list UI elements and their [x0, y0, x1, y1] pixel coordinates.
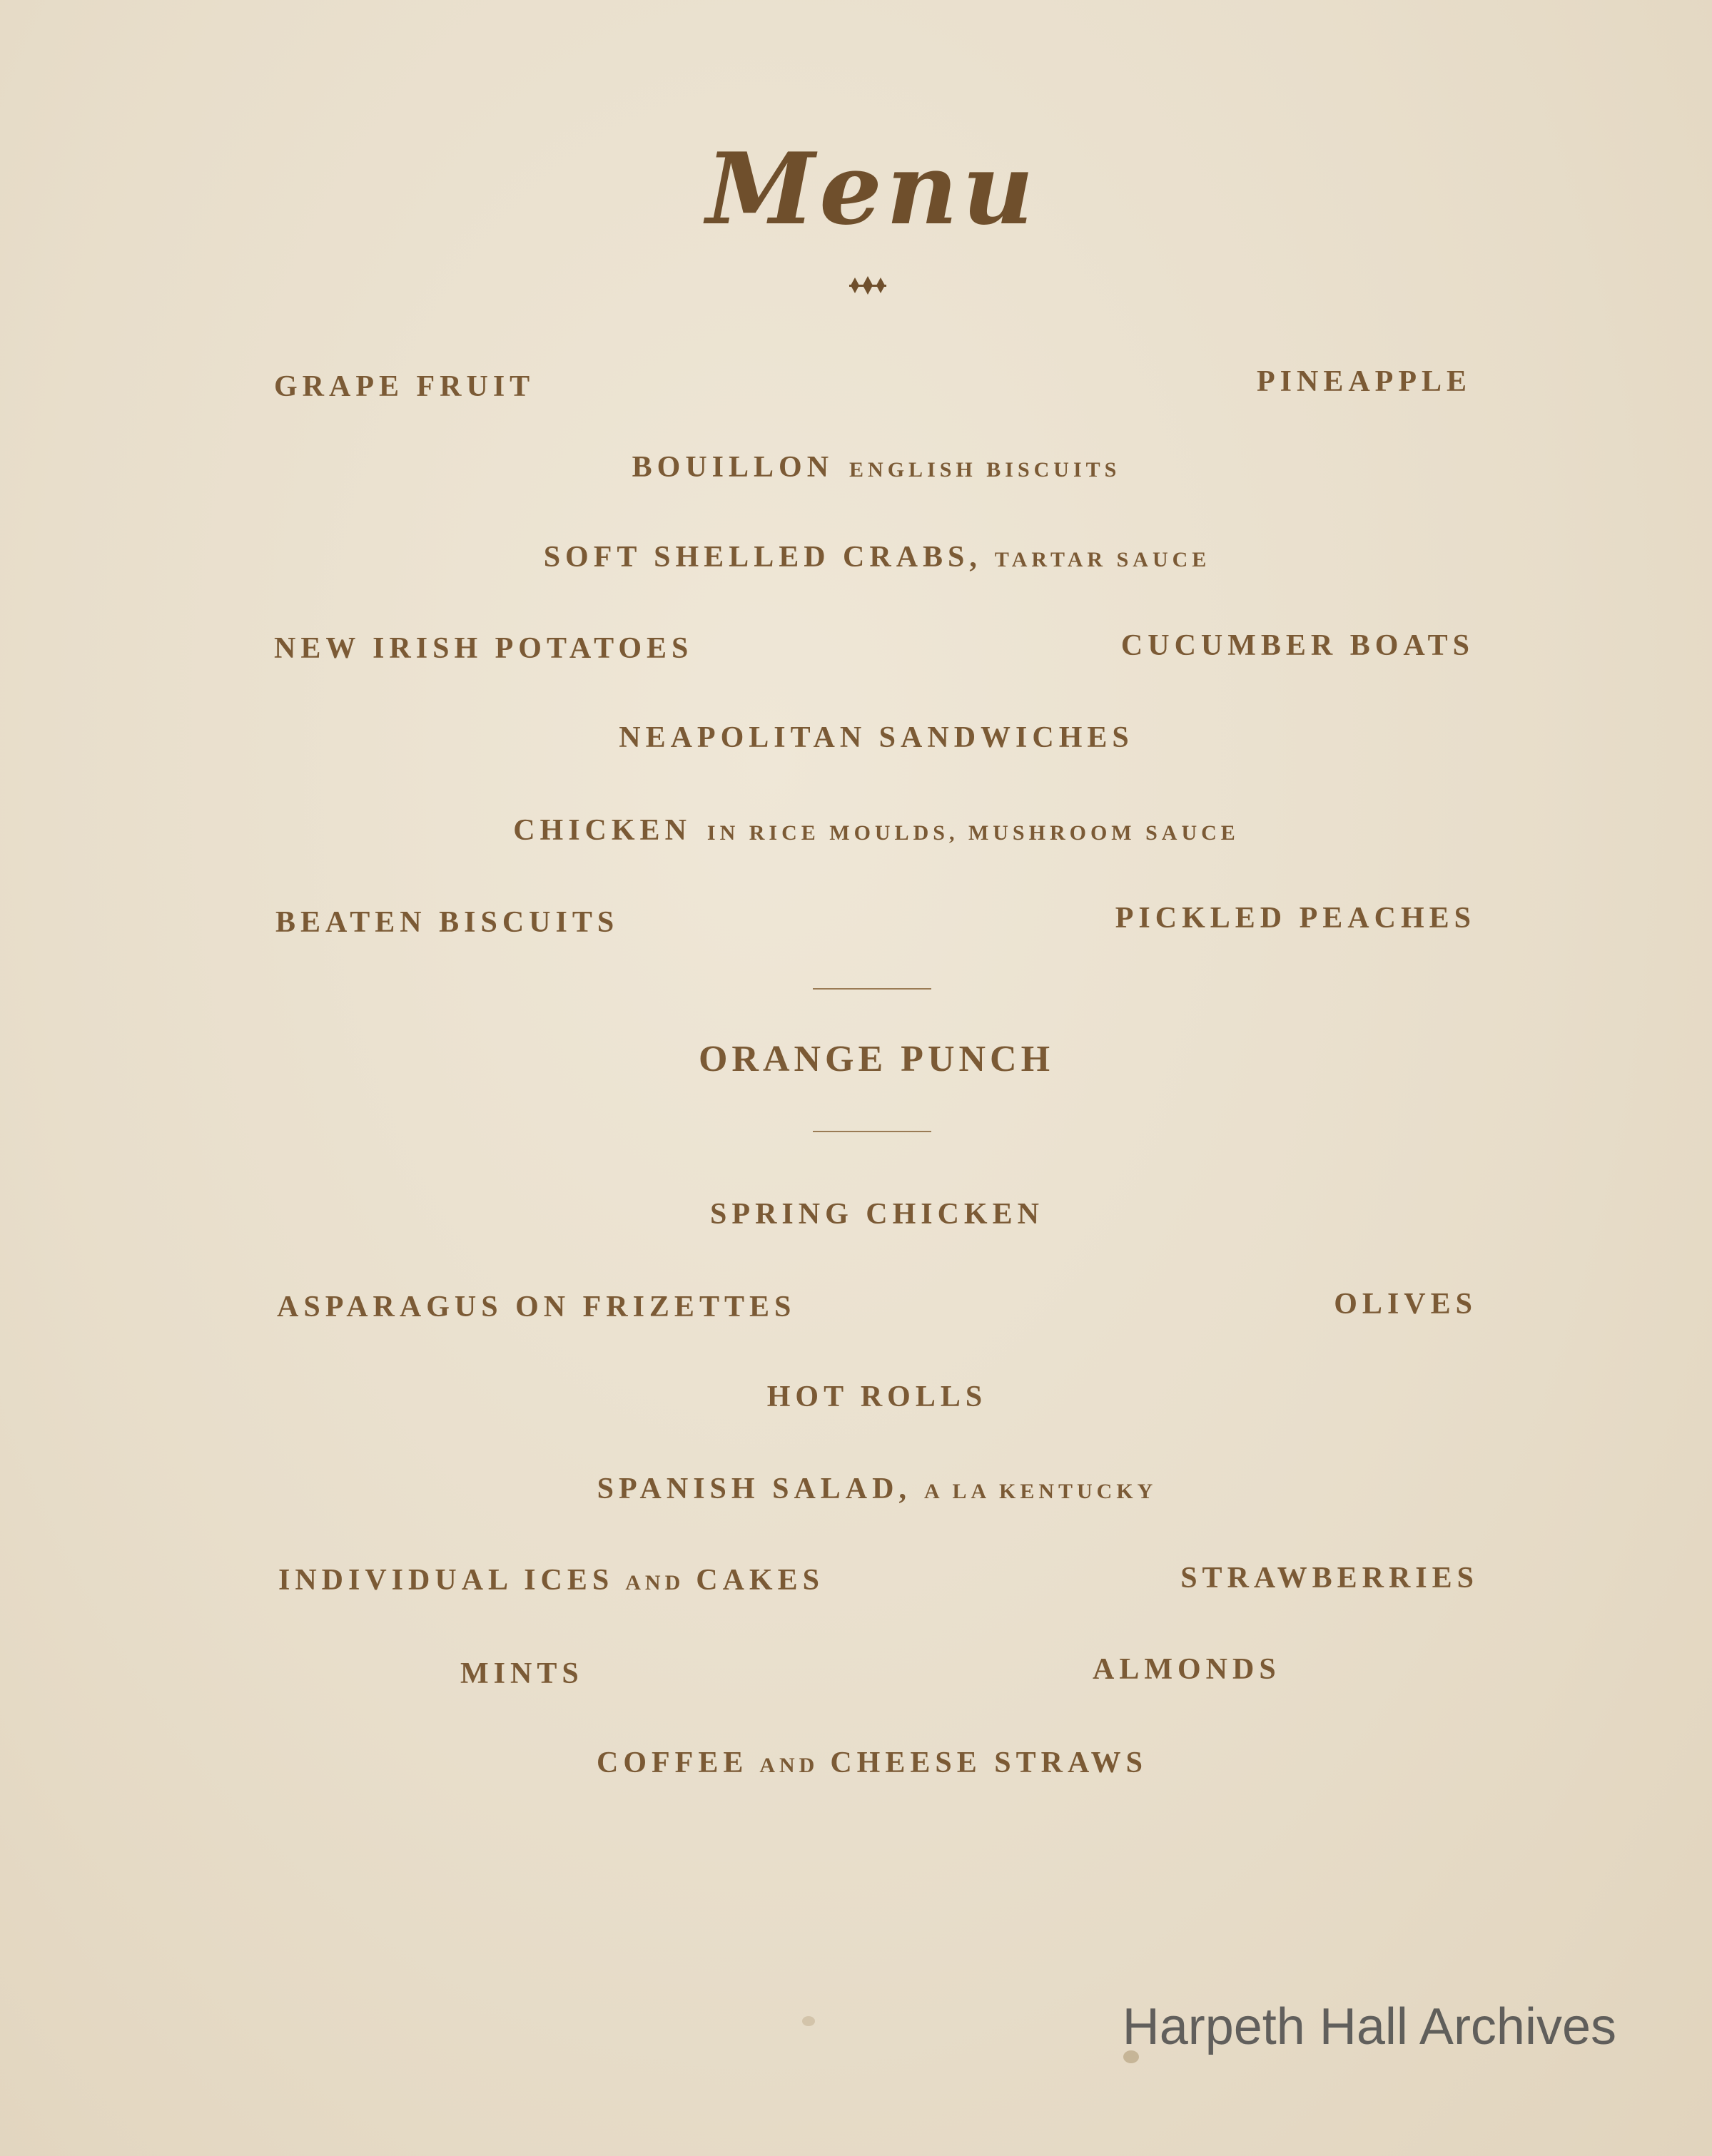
menu-item-beaten-biscuits: BEATEN BISCUITS [275, 906, 619, 939]
menu-item-soft-shelled-crabs: SOFT SHELLED CRABS, [543, 541, 982, 574]
menu-item-grape-fruit: GRAPE FRUIT [274, 370, 535, 403]
menu-line-bouillon [632, 452, 1121, 482]
menu-item-hot-rolls: HOT ROLLS [766, 1380, 988, 1413]
menu-item-coffee: COFFEE [597, 1746, 749, 1779]
menu-item-spring-chicken: SPRING CHICKEN [710, 1198, 1044, 1231]
menu-item-strawberries: STRAWBERRIES [1180, 1562, 1479, 1595]
menu-line-spanish-salad [597, 1474, 1158, 1504]
menu-item-almonds: ALMONDS [1093, 1653, 1281, 1686]
menu-item-pineapple: PINEAPPLE [1256, 365, 1472, 398]
archive-watermark: Harpeth Hall Archives [1122, 1998, 1616, 2055]
menu-item-and: AND [625, 1571, 685, 1595]
menu-item-english-biscuits: ENGLISH BISCUITS [849, 458, 1121, 482]
menu-item-spanish-salad: SPANISH SALAD, [597, 1473, 911, 1505]
menu-line-chicken [513, 815, 1240, 845]
menu-item-cakes: CAKES [696, 1564, 824, 1597]
menu-item-bouillon: BOUILLON [632, 451, 834, 484]
menu-title: Menu [706, 131, 1038, 247]
menu-item-and: AND [759, 1754, 819, 1777]
divider-bottom [813, 1131, 931, 1132]
menu-item-cucumber-boats: CUCUMBER BOATS [1120, 629, 1474, 662]
menu-line-coffee [597, 1748, 1148, 1778]
menu-item-a-la-kentucky: A LA KENTUCKY [923, 1480, 1158, 1503]
menu-item-tartar-sauce: TARTAR SAUCE [994, 548, 1211, 571]
fleuron-ornament-icon [848, 275, 888, 296]
menu-line-crabs [544, 542, 1211, 572]
menu-item-mints: MINTS [460, 1657, 584, 1690]
menu-item-neapolitan-sandwiches: NEAPOLITAN SANDWICHES [619, 721, 1134, 754]
menu-line-ices [278, 1565, 824, 1595]
menu-item-orange-punch: ORANGE PUNCH [698, 1039, 1055, 1079]
paper-spot [802, 2016, 815, 2026]
menu-item-chicken: CHICKEN [513, 814, 692, 847]
menu-item-cheese-straws: CHEESE STRAWS [830, 1746, 1148, 1779]
menu-item-asparagus: ASPARAGUS ON FRIZETTES [277, 1291, 796, 1323]
divider-top [813, 988, 931, 990]
menu-item-rice-moulds: IN RICE MOULDS, MUSHROOM SAUCE [706, 821, 1240, 845]
menu-item-pickled-peaches: PICKLED PEACHES [1115, 902, 1476, 935]
menu-item-individual-ices: INDIVIDUAL ICES [278, 1564, 614, 1597]
menu-item-olives: OLIVES [1334, 1288, 1477, 1321]
menu-item-new-irish-potatoes: NEW IRISH POTATOES [274, 632, 694, 665]
